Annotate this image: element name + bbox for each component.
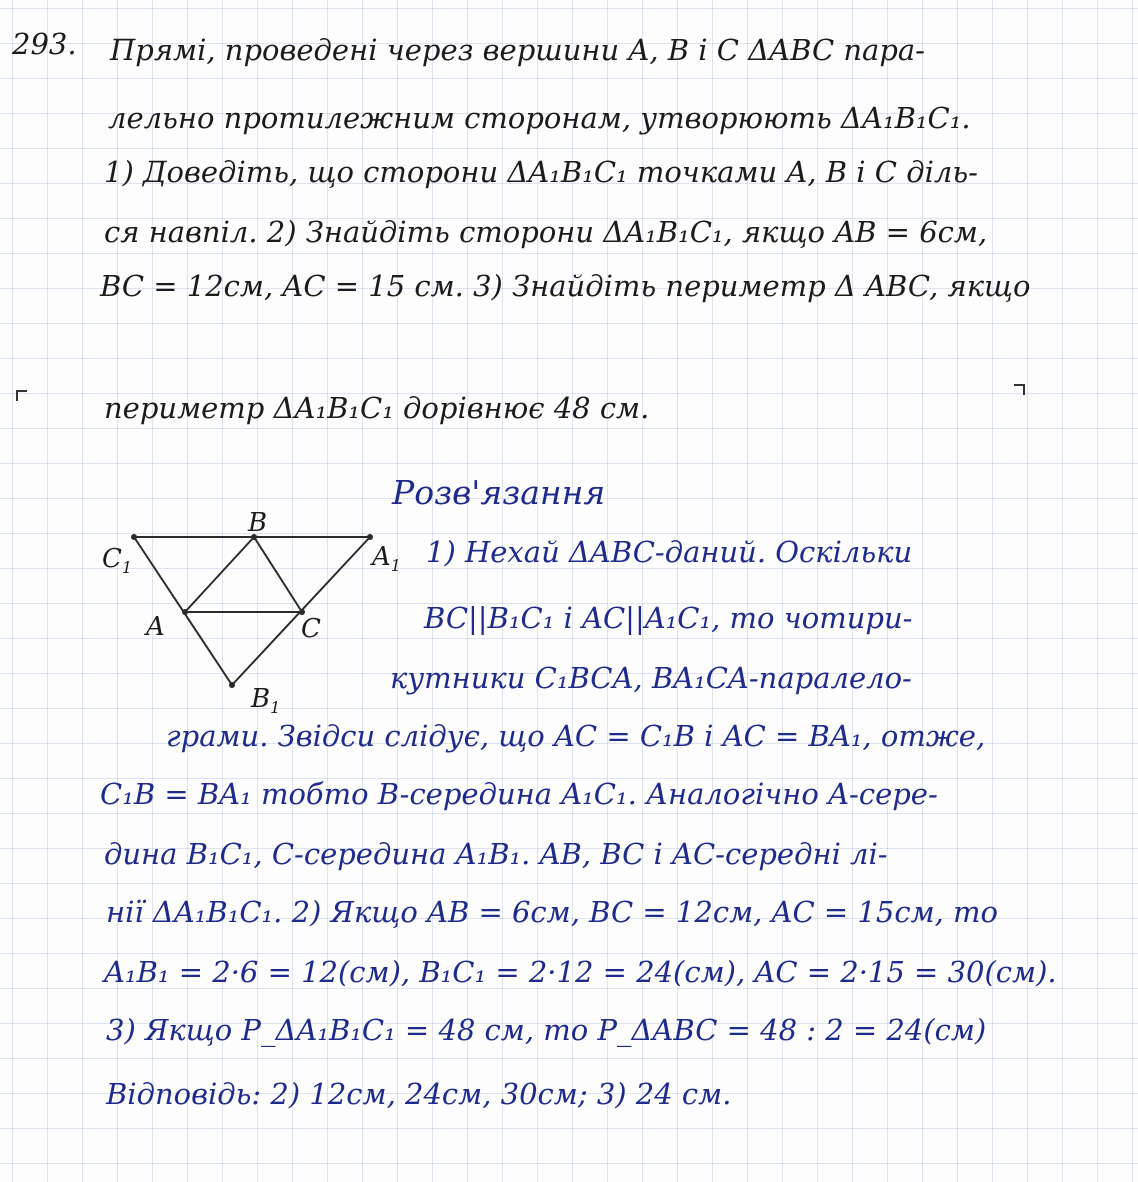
vertex-label-a: A	[146, 612, 165, 642]
problem-line: BC = 12см, AC = 15 см. 3) Знайдіть периметр Δ ABC, якщо	[100, 269, 1031, 303]
vertex-label-c: C	[301, 614, 321, 644]
side-a-b	[185, 537, 254, 612]
vertex-point	[182, 609, 188, 615]
vertex-point	[367, 534, 373, 540]
vertex-label-c1: $C_1$	[102, 544, 133, 577]
vertex-label-a1: $A_1$	[372, 542, 401, 575]
vertex-point	[131, 534, 137, 540]
solution-line: BC||B₁C₁ і AC||A₁C₁, то чотири-	[424, 601, 913, 635]
problem-line: лельно протилежним сторонам, утворюють ΔA₁B₁C₁.	[108, 101, 971, 135]
vertex-label-b1: $B_1$	[251, 684, 281, 717]
solution-line: кутники C₁BCA, BA₁CA-паралело-	[390, 661, 912, 695]
vertex-point	[229, 682, 235, 688]
page-corner-mark-right	[1014, 384, 1025, 395]
problem-line: ся навпіл. 2) Знайдіть сторони ΔA₁B₁C₁, якщо AB = 6см,	[104, 215, 988, 249]
vertex-label-b: B	[248, 508, 268, 538]
problem-line: Прямі, проведені через вершини A, B і C ΔABC пара-	[110, 33, 925, 67]
solution-line: A₁B₁ = 2·6 = 12(см), B₁C₁ = 2·12 = 24(см), AC = 2·15 = 30(см).	[104, 955, 1057, 989]
solution-line: грами. Звідси слідує, що AC = C₁B і AC = BA₁, отже,	[166, 719, 986, 753]
problem-number: 293.	[12, 27, 77, 61]
solution-line: 3) Якщо P_ΔA₁B₁C₁ = 48 см, то P_ΔABC = 48 : 2 = 24(см)	[106, 1013, 987, 1047]
side-b-c	[254, 537, 302, 612]
solution-line: нії ΔA₁B₁C₁. 2) Якщо AB = 6см, BC = 12см, AC = 15см, то	[106, 895, 999, 929]
solution-line: дина B₁C₁, C-середина A₁B₁. AB, BC і AC-середні лі-	[104, 837, 888, 871]
solution-line: Відповідь: 2) 12см, 24см, 30см; 3) 24 см.	[106, 1077, 732, 1111]
solution-line: C₁B = BA₁ тобто B-середина A₁C₁. Аналогічно A-сере-	[100, 777, 938, 811]
solution-heading: Розв'язання	[392, 473, 606, 512]
problem-line: периметр ΔA₁B₁C₁ дорівнює 48 см.	[104, 391, 650, 425]
problem-line: 1) Доведіть, що сторони ΔA₁B₁C₁ точками A, B і C діль-	[104, 155, 978, 189]
solution-line: 1) Нехай ΔABC-даний. Оскільки	[426, 535, 913, 569]
page-corner-mark-left	[16, 390, 27, 401]
triangle-figure	[96, 508, 401, 717]
